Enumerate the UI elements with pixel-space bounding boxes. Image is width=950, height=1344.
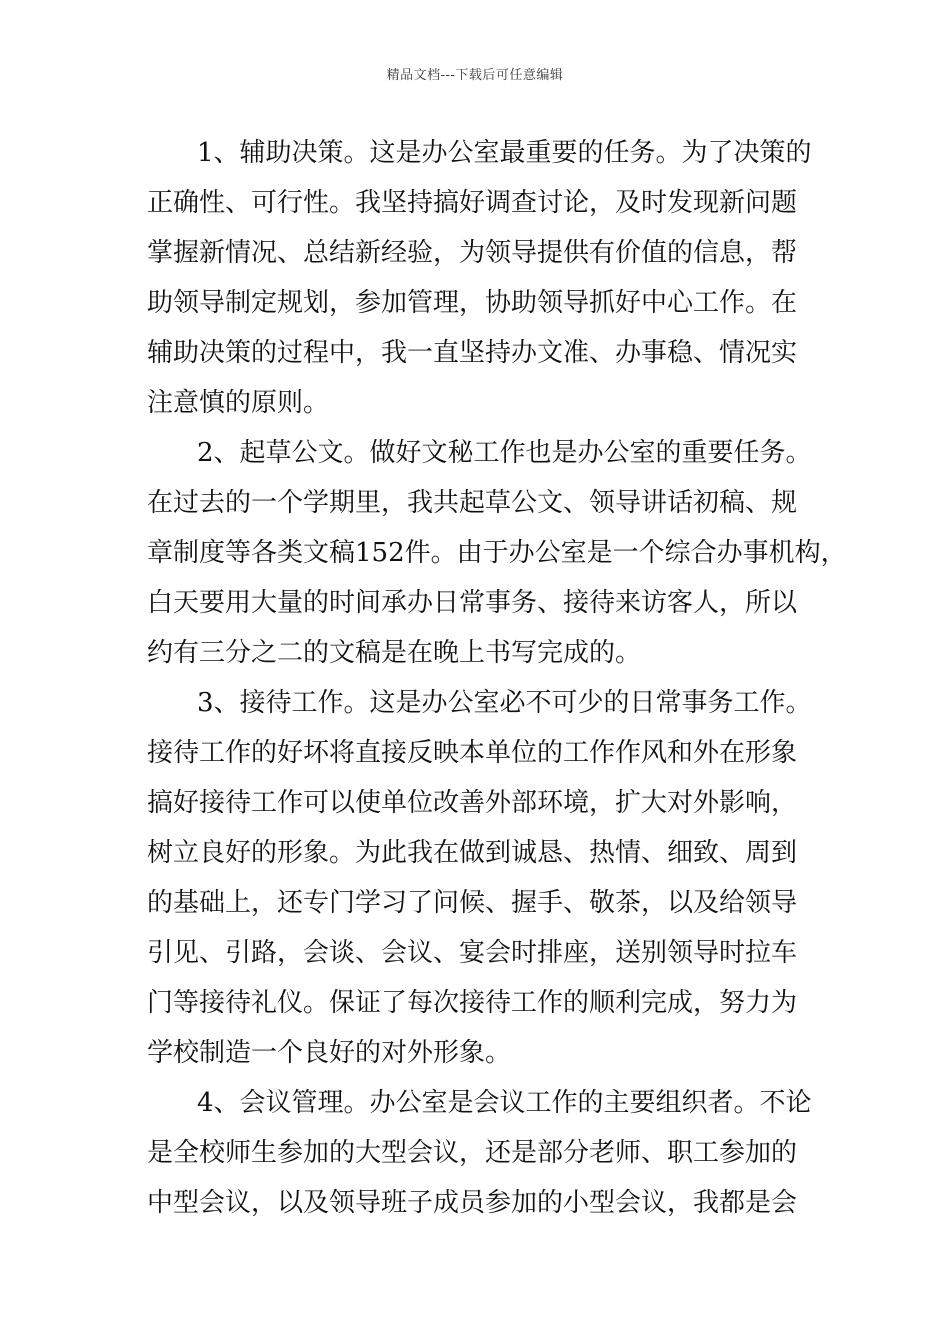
paragraph-1 [147, 128, 817, 428]
text-line: 的基础上，还专门学习了问候、握手、敬茶，以及给领导 [147, 888, 798, 918]
text-line: 1、辅助决策。这是办公室最重要的任务。为了决策的 [197, 138, 812, 168]
text-line: 是全校师生参加的大型会议，还是部分老师、职工参加的 [147, 1138, 798, 1168]
document-body [147, 128, 847, 1228]
text-line: 接待工作的好坏将直接反映本单位的工作作风和外在形象 [147, 738, 798, 768]
text-line: 门等接待礼仪。保证了每次接待工作的顺利完成，努力为 [147, 988, 798, 1018]
paragraph-4 [147, 1078, 817, 1228]
text-line: 助领导制定规划，参加管理，协助领导抓好中心工作。在 [147, 288, 798, 318]
text-line: 引见、引路，会谈、会议、宴会时排座，送别领导时拉车 [147, 938, 798, 968]
text-line: 中型会议，以及领导班子成员参加的小型会议，我都是会 [147, 1188, 798, 1218]
text-line: 搞好接待工作可以使单位改善外部环境，扩大对外影响， [147, 788, 798, 818]
text-line: 2、起草公文。做好文秘工作也是办公室的重要任务。 [197, 438, 812, 468]
page-header: 精品文档---下载后可任意编辑 [386, 68, 564, 83]
text-line: 树立良好的形象。为此我在做到诚恳、热情、细致、周到 [147, 838, 798, 868]
paragraph-3 [147, 678, 817, 1078]
text-line: 辅助决策的过程中，我一直坚持办文准、办事稳、情况实 [147, 338, 798, 368]
text-line: 掌握新情况、总结新经验，为领导提供有价值的信息，帮 [147, 238, 798, 268]
text-line: 注意慎的原则。 [147, 388, 330, 418]
text-line: 正确性、可行性。我坚持搞好调查讨论，及时发现新问题 [147, 188, 798, 218]
text-line: 章制度等各类文稿152件。由于办公室是一个综合办事机构， [147, 538, 847, 568]
paragraph-2 [147, 428, 847, 678]
text-line: 3、接待工作。这是办公室必不可少的日常事务工作。 [197, 688, 812, 718]
text-line: 在过去的一个学期里，我共起草公文、领导讲话初稿、规 [147, 488, 798, 518]
text-line: 学校制造一个良好的对外形象。 [147, 1038, 512, 1068]
text-line: 4、会议管理。办公室是会议工作的主要组织者。不论 [197, 1088, 812, 1118]
text-line: 约有三分之二的文稿是在晚上书写完成的。 [147, 638, 642, 668]
text-line: 白天要用大量的时间承办日常事务、接待来访客人，所以 [147, 588, 798, 618]
